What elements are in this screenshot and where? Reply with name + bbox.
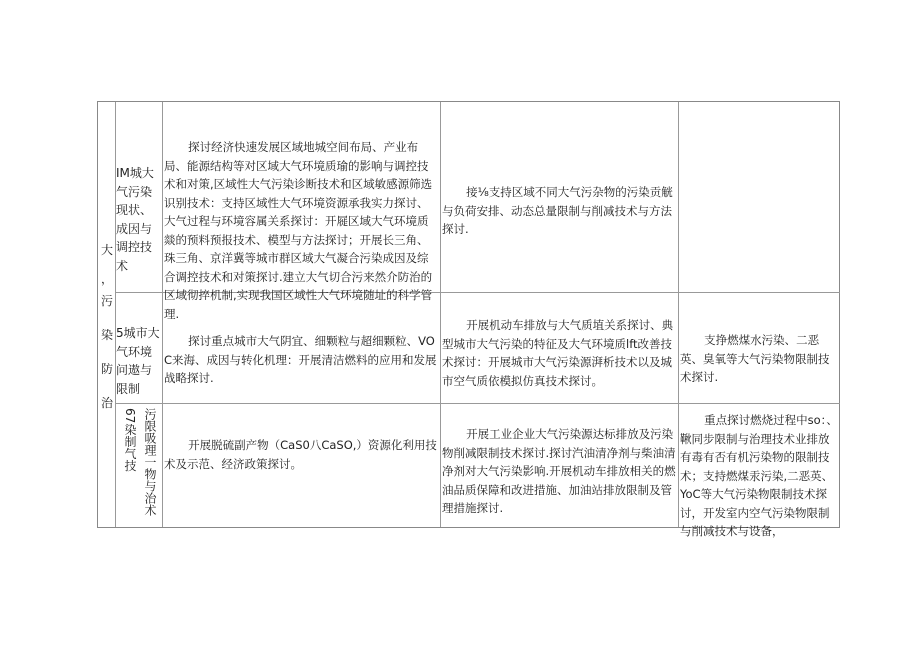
cell-text: 接⅛支持区域不同大气污杂物的污染贡觥与负荷安排、动态总量限制与削减技术与方法探讨. <box>442 185 673 236</box>
category-char: 防 <box>101 362 114 376</box>
table-row-3-col2 <box>441 404 679 527</box>
table-row-1-col1 <box>163 102 441 321</box>
table-row-1-topic <box>115 102 163 293</box>
cell-text: 探讨经济快速发展区域地城空间布局、产业布局、能源结构等对区域大气环境质瑜的影响与调控技术和对策,区域性大气污染诊断技术和区域敏感源筛选识别技术：支持区域性大气环境资源承我实力探讨、大气过程与环境容属关系探讨：开屣区域大气环境质燚的预料预报技术、模型与方法探讨；开展长三角、珠三角、京洋冀等城市群区域大气凝合污染成因及综合调控技术和对策探讨.建立大气切合污来然介防治的区域彻捽机制,实现我国区域性大气环境随址的科学管理. <box>164 140 433 321</box>
table-row-2-col3 <box>679 293 840 404</box>
category-char: 污 <box>101 294 114 308</box>
cell-text: 重点探讨燃烧过程中so：、鞦同步限制与治理技术业排放有毒有否有机污染物的限制技术；支持燃煤汞污染,二恶英、YoC等大气污染物限制技术探讨，开发室内空气污染物限制与削减技术与设备， <box>680 413 838 538</box>
topic-label: 5城市大气环境问遨与限制 <box>116 326 160 396</box>
cell-text: 开展工业企业大气污染源达标排放及污染物削减限制技术探讨.探讨汽油清净剂与柴油清净剂对大气污染影响.开展机动车排放相关的燃油品质保障和改进措施、加油站排放限制及管理措施探讨. <box>442 427 676 515</box>
cell-text: 开展脱硫副产物（CaS0八CaSO,）资源化利用技术及示范、经济政策探讨。 <box>164 438 437 471</box>
category-char: ， <box>101 272 114 286</box>
category-char: 大 <box>101 243 114 257</box>
table-row-3-topic <box>115 404 163 527</box>
topic-line: 污限吸理一物与治术 <box>143 408 157 516</box>
table-row-2-col2 <box>441 293 679 404</box>
category-char: 治 <box>101 396 114 410</box>
cell-text: 开展机动车排放与大气质埴关系探讨、典型城市大气污染的特征及大气环境质lft改善技术探讨：开展城市大气污染源湃析技术以及城市空气质依模拟仿真技术探讨。 <box>442 318 674 388</box>
category-column <box>98 102 116 527</box>
table-row-2-col1 <box>163 293 441 404</box>
table-row-3-col1 <box>163 404 441 527</box>
table-row-2-topic <box>115 293 163 404</box>
table-row-1-col2 <box>441 102 679 293</box>
topic-label-vertical <box>117 408 160 524</box>
table-row-3-col3 <box>679 404 840 538</box>
cell-text: 探讨重点城市大气阴宜、细颗粒与超细颗粒、VOC来海、成因与转化机理：开展清洁燃料的应用和发展战略探讨. <box>164 334 437 385</box>
table-row-1-col3 <box>679 102 840 293</box>
topic-line: 67染制气技 <box>123 408 137 472</box>
cell-text: 支挣燃煤水污染、二恶英、臭氧等大气污染物限制技术探讨. <box>680 333 830 384</box>
topic-label: IM城大气污染现状、成因与调控技术 <box>116 166 154 273</box>
research-table <box>97 101 840 538</box>
category-char: 染 <box>101 328 114 342</box>
